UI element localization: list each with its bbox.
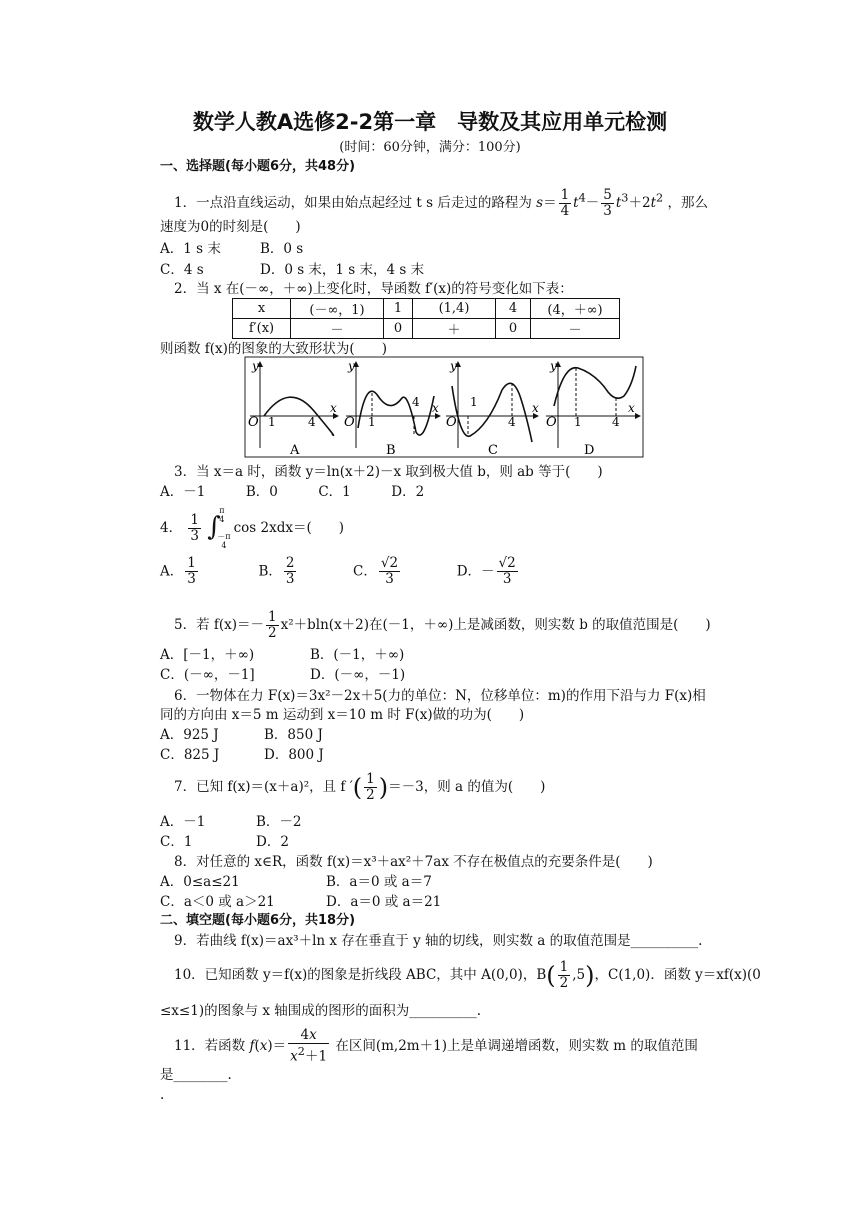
trailing-dot: . xyxy=(160,1087,165,1103)
q3-options: A．－1 B．0 C．1 D．2 xyxy=(160,484,425,500)
q4-text: cos 2xdx＝( ) xyxy=(233,520,344,536)
q8-option-c: C．a＜0 或 a＞21 xyxy=(160,894,275,910)
table-cell: (－∞，1) xyxy=(291,299,384,319)
q4-option-b: B． xyxy=(258,563,282,580)
graphs-frame xyxy=(245,357,643,457)
graph-d xyxy=(546,359,640,458)
table-cell: 4 xyxy=(496,299,531,319)
svg-text:y: y xyxy=(550,359,557,373)
q11-text: 11．若函数 xyxy=(174,1037,246,1054)
table-cell: 1 xyxy=(384,299,413,319)
svg-text:O: O xyxy=(248,415,259,430)
graph-a-label: A xyxy=(290,443,300,458)
svg-text:4: 4 xyxy=(612,415,620,429)
section-choice-heading: 一、选择题(每小题6分，共48分) xyxy=(160,159,356,174)
svg-text:x: x xyxy=(432,401,439,415)
q4-option-c: C． xyxy=(353,563,377,580)
q2-stem: 2．当 x 在(－∞，＋∞)上变化时，导函数 f′(x)的符号变化如下表： xyxy=(174,281,573,297)
table-cell: x xyxy=(233,299,291,319)
graph-c xyxy=(446,359,539,458)
svg-text:4: 4 xyxy=(412,395,420,409)
svg-text:1: 1 xyxy=(470,395,478,409)
q7-option-b: B．－2 xyxy=(256,814,302,830)
integral-sign: ∫ π 4 －π 4 xyxy=(207,506,231,550)
q1-text-end: ，那么 xyxy=(667,195,708,211)
q6-option-a: A．925 J xyxy=(160,727,219,743)
q11-line2: 是________. xyxy=(160,1067,232,1083)
q1-option-b: B．0 s xyxy=(260,241,304,257)
q7-option-c: C．1 xyxy=(160,834,193,850)
section-fill-heading: 二、填空题(每小题6分，共18分) xyxy=(160,913,356,928)
svg-text:x: x xyxy=(330,401,337,415)
q1-option-d: D．0 s 末，1 s 末，4 s 末 xyxy=(260,262,425,278)
q5-option-c: C．(－∞，－1] xyxy=(160,667,255,683)
q4-option-a: A． xyxy=(160,563,184,580)
table-cell: 0 xyxy=(496,319,531,339)
q8-option-d: D．a＝0 或 a＝21 xyxy=(326,894,442,910)
table-cell: ＋ xyxy=(413,319,496,339)
q10-text-end: ，C(1,0)．函数 y＝xf(x)(0 xyxy=(594,967,761,983)
q1-option-c: C．4 s xyxy=(160,262,204,278)
q3-stem: 3．当 x＝a 时，函数 y＝ln(x＋2)－x 取到极大值 b，则 ab 等于( ) xyxy=(174,464,603,480)
q5-stem: 5．若 f(x)＝－ $\frac{1}{2}$ x²＋bln(x＋2)在(－1，＋∞)上是减函数，则实数 b 的取值范围是( ) xyxy=(174,609,711,641)
svg-text:O: O xyxy=(546,415,557,430)
svg-text:x: x xyxy=(628,401,635,415)
table-row xyxy=(233,299,620,319)
q4-option-d: D．－ xyxy=(456,563,495,580)
q1-line2: 速度为0的时刻是( ) xyxy=(160,219,301,235)
page-title: 数学人教A选修2-2第一章 导数及其应用单元检测 xyxy=(192,110,668,134)
q4-options: A． $\frac{1}{3}$ B． $\frac{2}{3}$ C． $\frac{√2}{3}$ D．－ $\frac{√2}{3}$ xyxy=(160,555,516,587)
page-subtitle: (时间：60分钟，满分：100分) xyxy=(339,140,521,155)
q6-option-c: C．825 J xyxy=(160,747,220,763)
q5-option-a: A．[－1，＋∞) xyxy=(160,647,255,663)
derivative-sign-table xyxy=(232,298,620,339)
q7-option-a: A．－1 xyxy=(160,814,206,830)
q1-formula: s＝ $\frac{1}{4}$ $t^4-$ $\frac{5}{3}$ $t^3+2t^2$ xyxy=(536,187,664,219)
svg-text:1: 1 xyxy=(268,415,276,429)
table-cell: － xyxy=(531,319,620,339)
table-cell: － xyxy=(291,319,384,339)
graph-a xyxy=(248,359,338,458)
q10-stem: 10．已知函数 y＝f(x)的图象是折线段 ABC，其中 A(0,0)，B( $\frac{1}{2}$ ,5)，C(1,0)．函数 y＝xf(x)(0 xyxy=(174,959,761,991)
svg-text:1: 1 xyxy=(574,415,582,429)
svg-text:1: 1 xyxy=(368,415,376,429)
q5-text-end: x²＋bln(x＋2)在(－1，＋∞)上是减函数，则实数 b 的取值范围是( ) xyxy=(280,617,711,633)
graph-d-label: D xyxy=(584,443,595,458)
svg-text:y: y xyxy=(348,359,355,373)
svg-text:y: y xyxy=(252,359,259,373)
svg-text:4: 4 xyxy=(308,415,316,429)
graph-b xyxy=(344,359,440,458)
q6-stem: 6．一物体在力 F(x)＝3x²－2x＋5(力的单位：N，位移单位：m)的作用下沿与力 F(x)相 xyxy=(174,688,706,704)
svg-text:x: x xyxy=(532,401,539,415)
q4-stem: 4． $\frac{1}{3}$ ∫ π 4 －π 4 cos 2xdx＝( ) xyxy=(160,506,344,550)
q7-option-d: D．2 xyxy=(256,834,289,850)
q6-option-d: D．800 J xyxy=(264,747,324,763)
table-row xyxy=(233,319,620,339)
q8-stem: 8．对任意的 x∈R，函数 f(x)＝x³＋ax²＋7ax 不存在极值点的充要条件是( ) xyxy=(174,854,653,870)
q1-option-a: A．1 s 末 xyxy=(160,241,221,257)
q2-line2: 则函数 f(x)的图象的大致形状为( ) xyxy=(160,341,387,357)
q7-text: 7．已知 f(x)＝(x＋a)²，且 f ′ xyxy=(174,779,353,795)
table-cell: (1,4) xyxy=(413,299,496,319)
table-cell: 0 xyxy=(384,319,413,339)
q5-option-d: D．(－∞，－1) xyxy=(310,667,406,683)
graph-c-label: C xyxy=(488,443,498,458)
q1-text: 1．一点沿直线运动，如果由始点起经过 t s 后走过的路程为 xyxy=(174,195,532,211)
table-cell: f′(x) xyxy=(233,319,291,339)
q8-option-b: B．a＝0 或 a＝7 xyxy=(326,874,432,890)
q10-text: 10．已知函数 y＝f(x)的图象是折线段 ABC，其中 A(0,0)，B xyxy=(174,967,547,983)
q5-option-b: B．(－1，＋∞) xyxy=(310,647,405,663)
svg-text:O: O xyxy=(344,415,355,430)
q6-line2: 同的方向由 x＝5 m 运动到 x＝10 m 时 F(x)做的功为( ) xyxy=(160,707,525,723)
q7-text-end: ＝－3，则 a 的值为( ) xyxy=(388,779,546,795)
q6-option-b: B．850 J xyxy=(264,727,323,743)
q5-text: 5．若 f(x)＝－ xyxy=(174,617,265,633)
svg-text:O: O xyxy=(446,415,457,430)
q10-line2: ≤x≤1)的图象与 x 轴围成的图形的面积为__________. xyxy=(160,1003,482,1019)
svg-text:4: 4 xyxy=(508,415,516,429)
q1-stem xyxy=(174,188,708,219)
graph-b-label: B xyxy=(386,443,396,458)
q8-option-a: A．0≤a≤21 xyxy=(160,874,240,890)
q9-stem: 9．若曲线 f(x)＝ax³＋ln x 存在垂直于 y 轴的切线，则实数 a 的取值范围是__________. xyxy=(174,933,703,949)
q11-stem: 11．若函数 f(x)＝ $\frac{4x}{x^2+1}$ 在区间(m,2m＋1)上是单调递增函数，则实数 m 的取值范围 xyxy=(174,1027,698,1065)
q2-function-graphs xyxy=(244,356,644,460)
q11-text-end: 在区间(m,2m＋1)上是单调递增函数，则实数 m 的取值范围 xyxy=(335,1037,698,1054)
svg-text:y: y xyxy=(450,359,457,373)
table-cell: (4，＋∞) xyxy=(531,299,620,319)
q7-stem: 7．已知 f(x)＝(x＋a)²，且 f ′( $\frac{1}{2}$ )＝－3，则 a 的值为( ) xyxy=(174,771,546,803)
